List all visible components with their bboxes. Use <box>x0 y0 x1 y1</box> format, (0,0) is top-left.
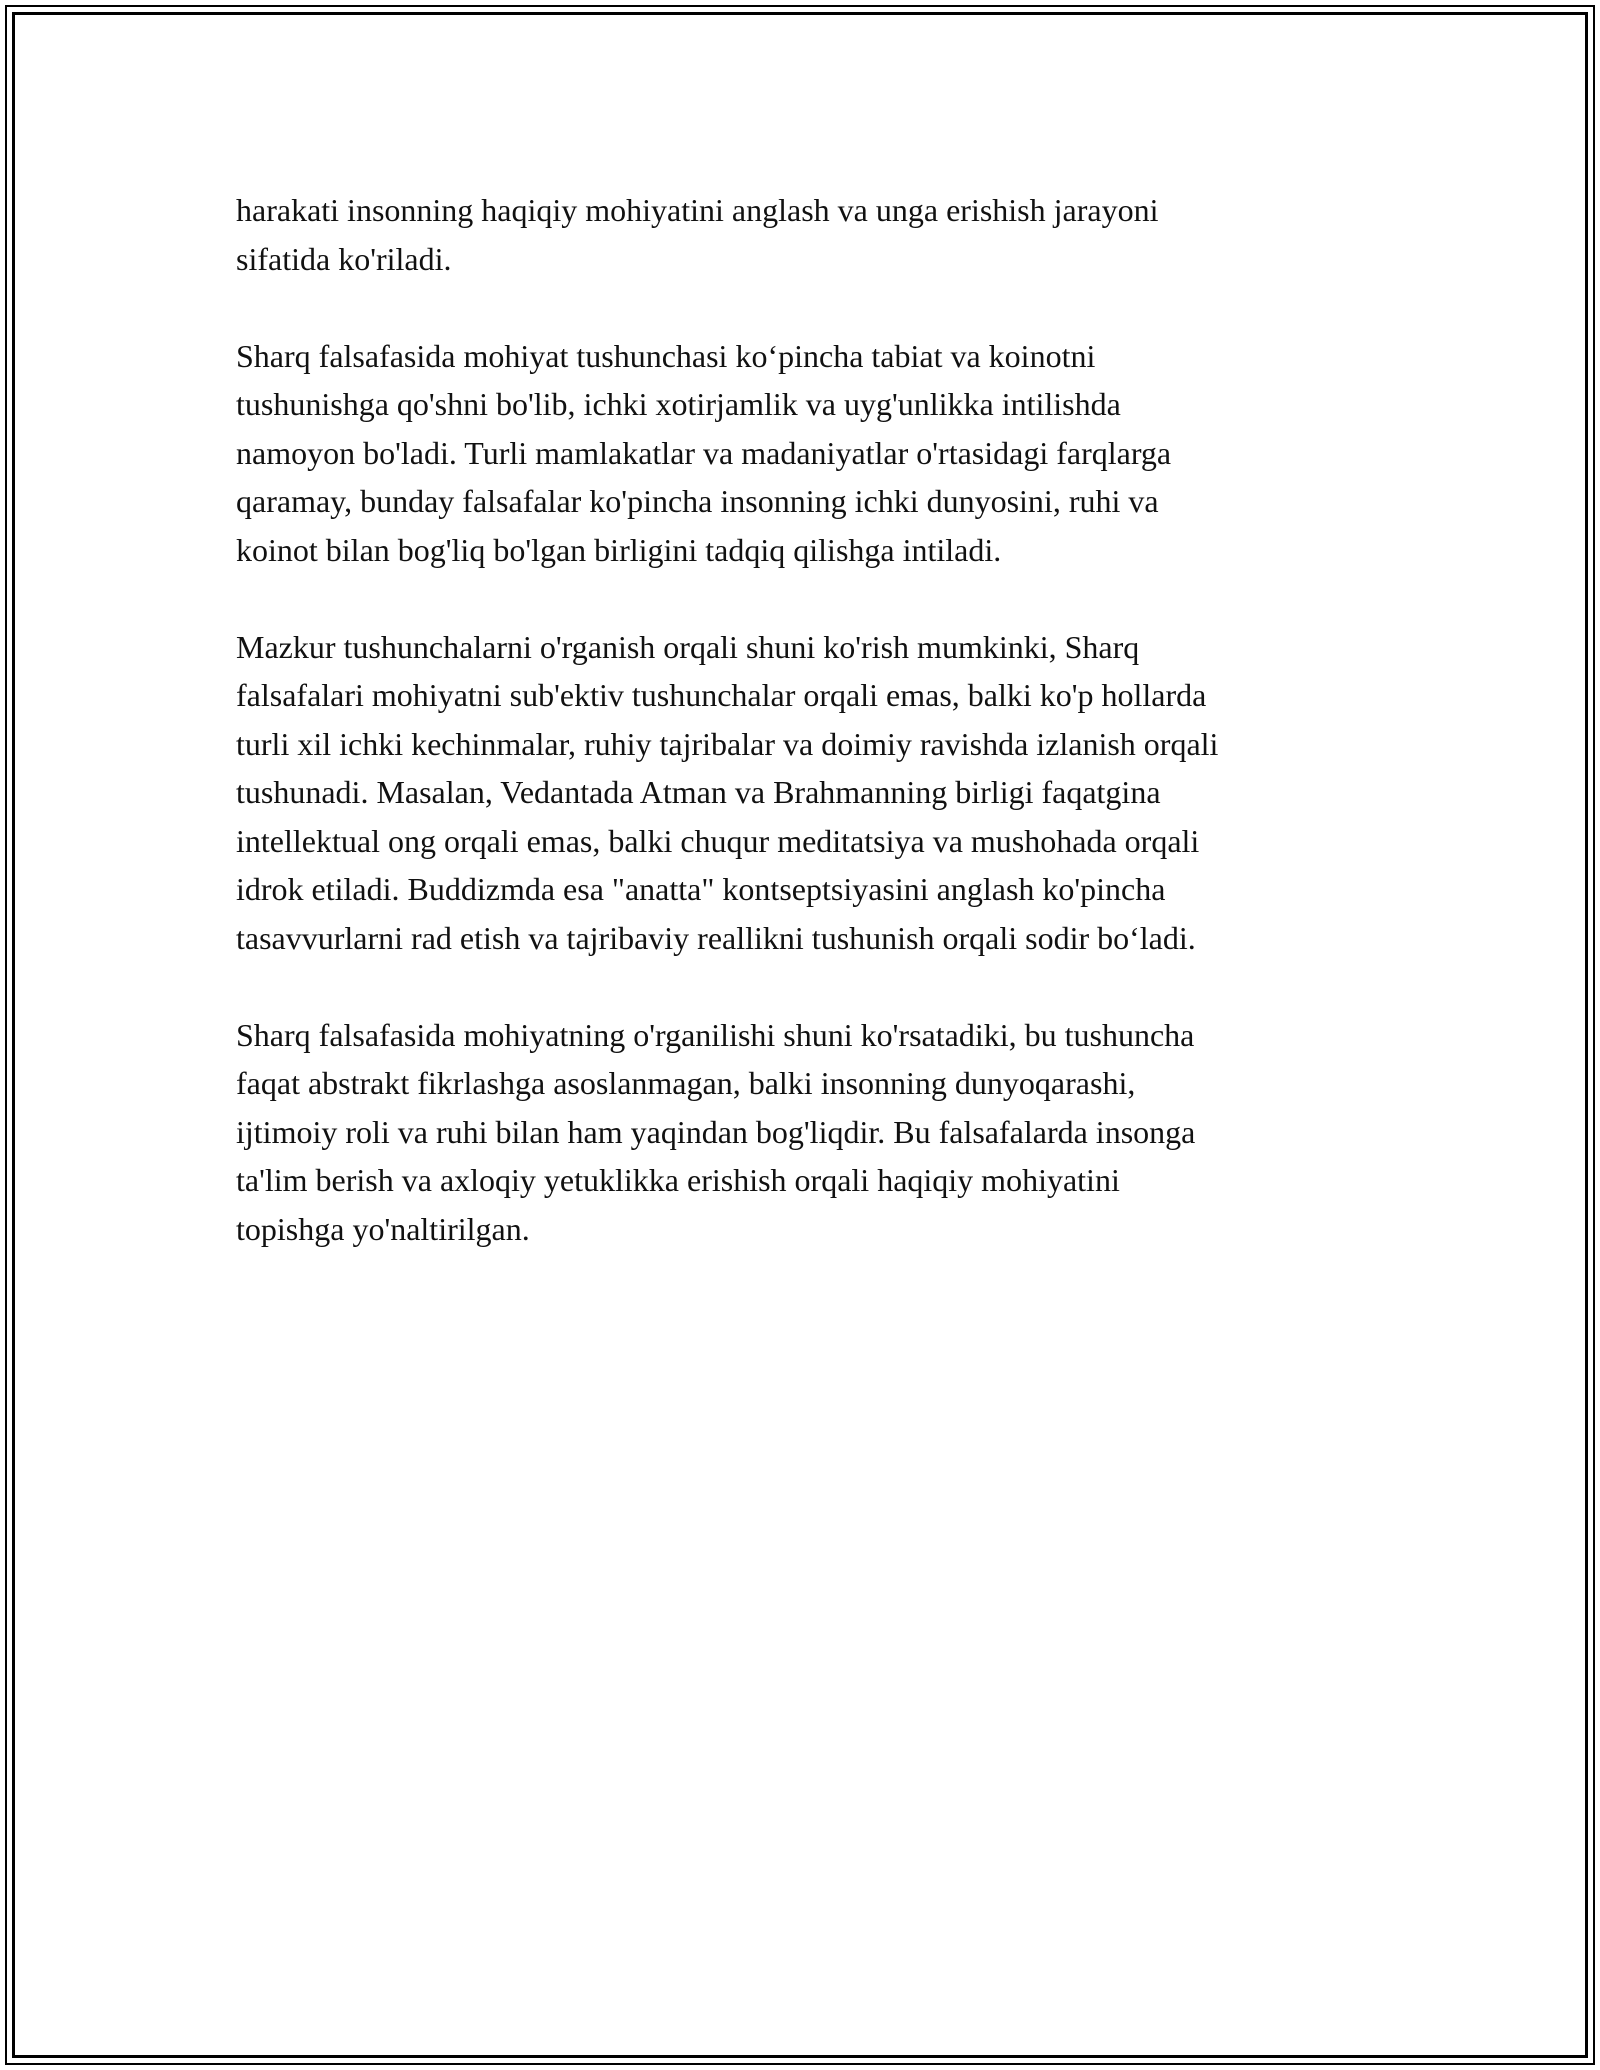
paragraph-2: Sharq falsafasida mohiyat tushunchasi ko‘pincha tabiat va koinotni tushunishga qo'shni bo'lib, ichki xotirjamlik va uyg'unlikka intilishda namoyon bo'ladi. Turli mamlakatlar va madaniyatlar o'rtasidagi farqlarga qaramay, bunday falsafalar ko'pincha insonning ichki dunyosini, ruhi va koinot bilan bog'liq bo'lgan birligini tadqiq qilishga intiladi. <box>236 337 1172 568</box>
document-body <box>236 186 1376 1302</box>
paragraph-3: Mazkur tushunchalarni o'rganish orqali shuni ko'rish mumkinki, Sharq falsafalari mohiyatni sub'ektiv tushunchalar orqali emas, balki ko'p hollarda turli xil ichki kechinmalar, ruhiy tajribalar va doimiy ravishda izlanish orqali tushunadi. Masalan, Vedantada Atman va Brahmanning birligi faqatgina intellektual ong orqali emas, balki chuqur meditatsiya va mushohada orqali idrok etiladi. Buddizmda esa "anatta" kontseptsiyasini anglash ko'pincha tasavvurlarni rad etish va tajribaviy reallikni tushunish orqali sodir bo‘ladi. <box>236 628 1219 956</box>
paragraph-1: harakati insonning haqiqiy mohiyatini anglash va unga erishish jarayoni sifatida ko'riladi. <box>236 192 1159 277</box>
paragraph-4: Sharq falsafasida mohiyatning o'rganilishi shuni ko'rsatadiki, bu tushuncha faqat abstrakt fikrlashga asoslanmagan, balki insonning dunyoqarashi, ijtimoiy roli va ruhi bilan ham yaqindan bog'liqdir. Bu falsafalarda insonga ta'lim berish va axloqiy yetuklikka erishish orqali haqiqiy mohiyatini topishga yo'naltirilgan. <box>236 1016 1196 1247</box>
